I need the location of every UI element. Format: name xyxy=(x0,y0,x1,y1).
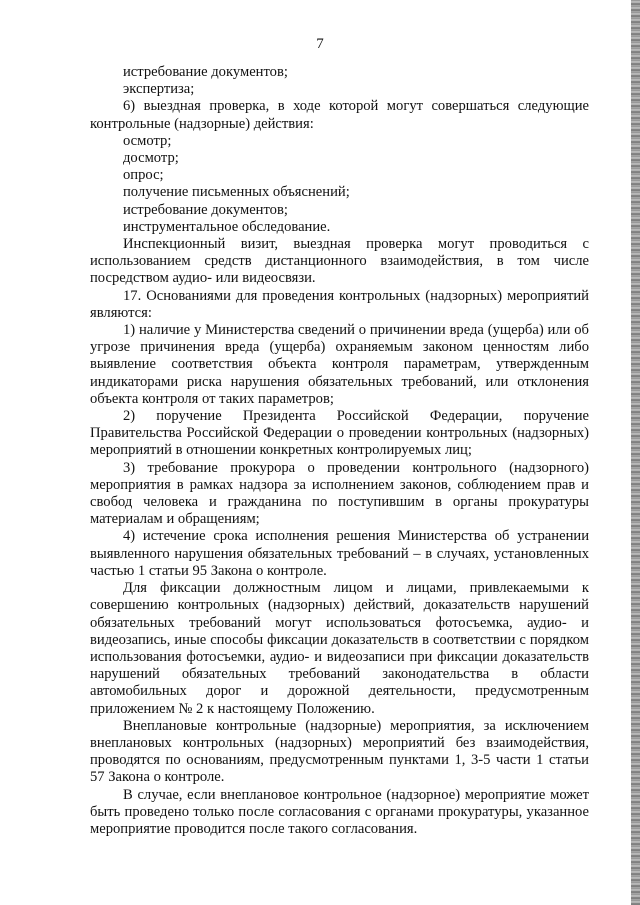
paragraph: осмотр; xyxy=(123,132,172,149)
paragraph: 4) истечение срока исполнения решения Министерства об устранении выявленного нарушения обязательных требований – в случаях, установленных частью 1 статьи 95 Закона о контроле. xyxy=(90,528,589,579)
paragraph: 6) выездная проверка, в ходе которой могут совершаться следующие контрольные (надзорные) действия: xyxy=(90,98,589,132)
paragraph: досмотр; xyxy=(123,150,179,167)
page-number: 7 xyxy=(316,36,324,52)
paragraph: экспертиза; xyxy=(123,81,195,98)
scan-edge xyxy=(631,0,640,905)
paragraph: истребование документов; xyxy=(123,201,288,218)
paragraph: Внеплановые контрольные (надзорные) мероприятия, за исключением внеплановых контрольных (надзорных) мероприятий без взаимодействия, проводятся по основаниям, предусмотренным пунктами 1, 3-5 части 1 статьи 57 Закона о контроле. xyxy=(90,717,589,786)
paragraph: инструментальное обследование. xyxy=(123,218,331,235)
paragraph: 3) требование прокурора о проведении контрольного (надзорного) мероприятия в рамках надзора за исполнением законов, соблюдением прав и свобод человека и гражданина по поступившим в органы прокуратуры материалам и обращениям; xyxy=(90,459,589,528)
paragraph: 2) поручение Президента Российской Федерации, поручение Правительства Российской Федерации о проведении контрольных (надзорных) мероприятий в отношении конкретных контролируемых лиц; xyxy=(90,408,589,459)
paragraph: опрос; xyxy=(123,167,164,184)
paragraph: 17. Основаниями для проведения контрольных (надзорных) мероприятий являются: xyxy=(90,287,589,321)
paragraph: 1) наличие у Министерства сведений о причинении вреда (ущерба) или об угрозе причинения вреда (ущерба) охраняемым законом ценностям либо выявление соответствия объекта контроля параметрам, утвержденным индикаторами риска нарушения обязательных требований, или отклонения объекта контроля от таких параметров; xyxy=(90,322,589,407)
paragraph: В случае, если внеплановое контрольное (надзорное) мероприятие может быть проведено только после согласования с органами прокуратуры, указанное мероприятие проводится после такого согласования. xyxy=(90,786,589,837)
paragraph: Для фиксации должностным лицом и лицами, привлекаемыми к совершению контрольных (надзорных) действий, доказательств нарушений обязательных требований могут использоваться фотосъемка, аудио- и видеозапись, иные способы фиксации доказательств в соответствии с порядком использования фотосъемки, аудио- и видеозаписи при фиксации доказательств нарушений обязательных требований законодательства в области автомобильных дорог и дорожной деятельности, предусмотренным приложением № 2 к настоящему Положению. xyxy=(90,580,589,717)
paragraph: Инспекционный визит, выездная проверка могут проводиться с использованием средств дистанционного взаимодействия, в том числе посредством аудио- или видеосвязи. xyxy=(90,236,589,287)
paragraph: получение письменных объяснений; xyxy=(123,184,350,201)
document-body xyxy=(90,64,589,838)
paragraph: истребование документов; xyxy=(123,64,288,80)
